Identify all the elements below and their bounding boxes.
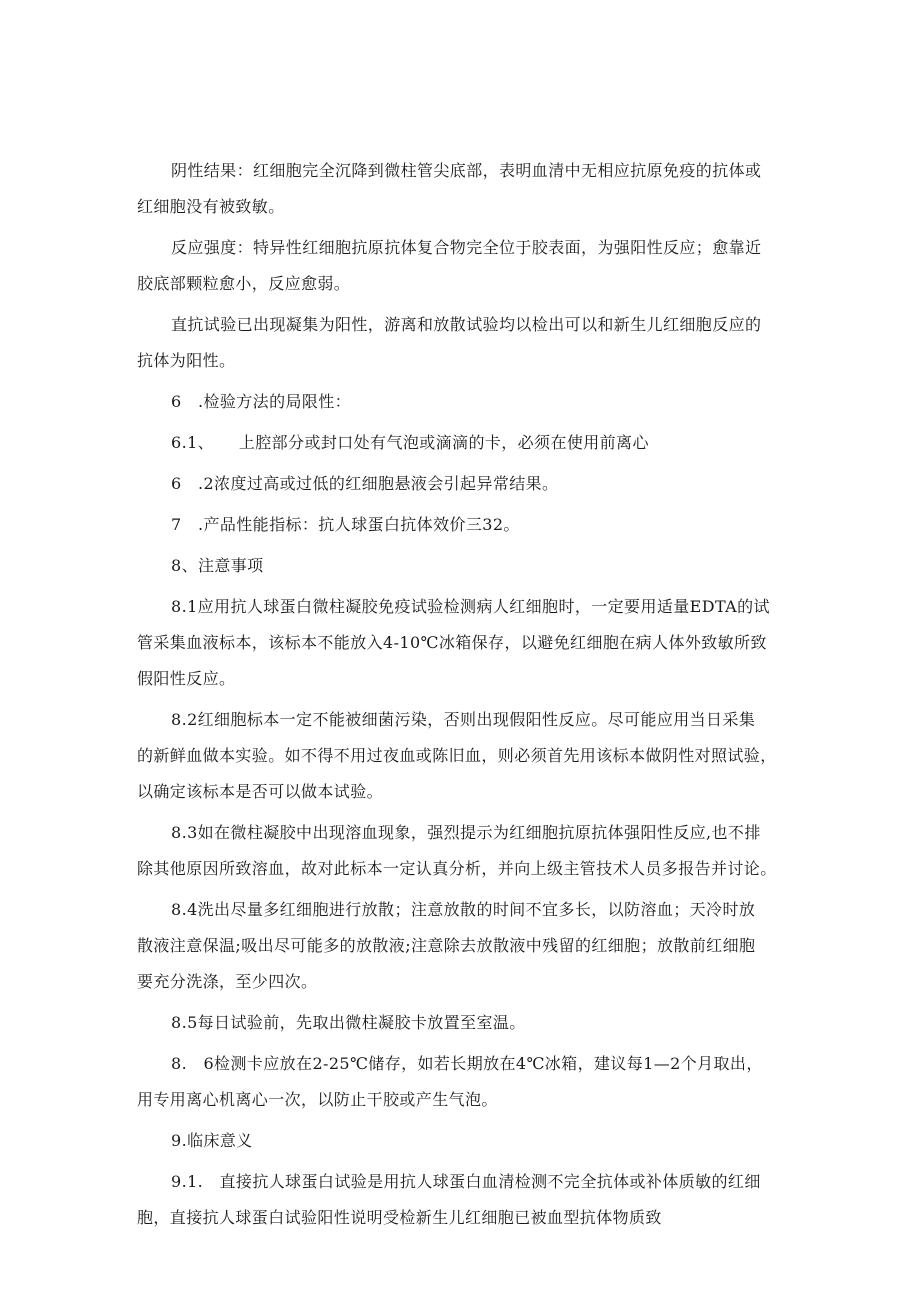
text-line: 8.2红细胞标本一定不能被细菌污染，否则出现假阳性反应。尽可能应用当日采集 bbox=[171, 710, 756, 729]
paragraph bbox=[137, 230, 787, 302]
paragraph bbox=[137, 815, 787, 887]
text-line: 6 .2浓度过高或过低的红细胞悬液会引起异常结果。 bbox=[171, 474, 559, 493]
paragraph bbox=[137, 1123, 787, 1159]
text-line: 假阳性反应。 bbox=[137, 669, 236, 688]
paragraph bbox=[137, 425, 787, 461]
paragraph bbox=[137, 1164, 787, 1236]
paragraph bbox=[137, 1046, 787, 1118]
text-line: 8. 6检测卡应放在2-25℃储存，如若长期放在4℃冰箱，建议每1—2个月取出， bbox=[171, 1054, 763, 1073]
text-line: 的新鲜血做本实验。如不得不用过夜血或陈旧血，则必须首先用该标本做阴性对照试验， bbox=[137, 746, 777, 765]
text-line: 8.3如在微柱凝胶中出现溶血现象，强烈提示为红细胞抗原抗体强阳性反应,也不排 bbox=[171, 823, 761, 842]
text-line: 抗体为阳性。 bbox=[137, 351, 236, 370]
paragraph bbox=[137, 589, 787, 697]
text-line: 6 .检验方法的局限性： bbox=[171, 392, 352, 411]
document-body bbox=[137, 153, 787, 1241]
paragraph bbox=[137, 507, 787, 543]
text-line: 除其他原因所致溶血，故对此标本一定认真分析，并向上级主管技术人员多报告并讨论。 bbox=[137, 859, 777, 878]
text-line: 7 .产品性能指标：抗人球蛋白抗体效价三32。 bbox=[171, 515, 520, 534]
paragraph bbox=[137, 307, 787, 379]
paragraph bbox=[137, 548, 787, 584]
text-line: 红细胞没有被致敏。 bbox=[137, 197, 285, 216]
paragraph bbox=[137, 384, 787, 420]
text-line: 以确定该标本是否可以做本试验。 bbox=[137, 782, 384, 801]
text-line: 9.临床意义 bbox=[171, 1131, 253, 1150]
paragraph bbox=[137, 892, 787, 1000]
text-line: 阴性结果：红细胞完全沉降到微柱管尖底部，表明血清中无相应抗原免疫的抗体或 bbox=[171, 161, 762, 180]
text-line: 要充分洗涤，至少四次。 bbox=[137, 972, 318, 991]
text-line: 8、注意事项 bbox=[171, 556, 264, 575]
paragraph bbox=[137, 702, 787, 810]
text-line: 直抗试验已出现凝集为阳性，游离和放散试验均以检出可以和新生儿红细胞反应的 bbox=[171, 315, 762, 334]
text-line: 散液注意保温;吸出尽可能多的放散液;注意除去放散液中残留的红细胞；放散前红细胞 bbox=[137, 936, 756, 955]
text-line: 反应强度：特异性红细胞抗原抗体复合物完全位于胶表面，为强阳性反应；愈靠近 bbox=[171, 238, 762, 257]
text-line: 胞，直接抗人球蛋白试验阳性说明受检新生儿红细胞已被血型抗体物质致 bbox=[137, 1208, 662, 1227]
paragraph bbox=[137, 466, 787, 502]
text-line: 管采集血液标本，该标本不能放入4-10℃冰箱保存，以避免红细胞在病人体外致敏所致 bbox=[137, 633, 767, 652]
text-line: 用专用离心机离心一次，以防止干胶或产生气泡。 bbox=[137, 1090, 498, 1109]
paragraph bbox=[137, 153, 787, 225]
text-line: 胶底部颗粒愈小，反应愈弱。 bbox=[137, 274, 351, 293]
text-line: 8.4洗出尽量多红细胞进行放散；注意放散的时间不宜多长，以防溶血；天冷时放 bbox=[171, 900, 756, 919]
text-line: 6.1、 上腔部分或封口处有气泡或滴滴的卡，必须在使用前离心 bbox=[171, 433, 649, 452]
text-line: 8.5每日试验前，先取出微柱凝胶卡放置至室温。 bbox=[171, 1013, 526, 1032]
text-line: 8.1应用抗人球蛋白微柱凝胶免疫试验检测病人红细胞时，一定要用适量EDTA的试 bbox=[171, 597, 770, 616]
paragraph bbox=[137, 1005, 787, 1041]
text-line: 9.1. 直接抗人球蛋白试验是用抗人球蛋白血清检测不完全抗体或补体质敏的红细 bbox=[171, 1172, 761, 1191]
